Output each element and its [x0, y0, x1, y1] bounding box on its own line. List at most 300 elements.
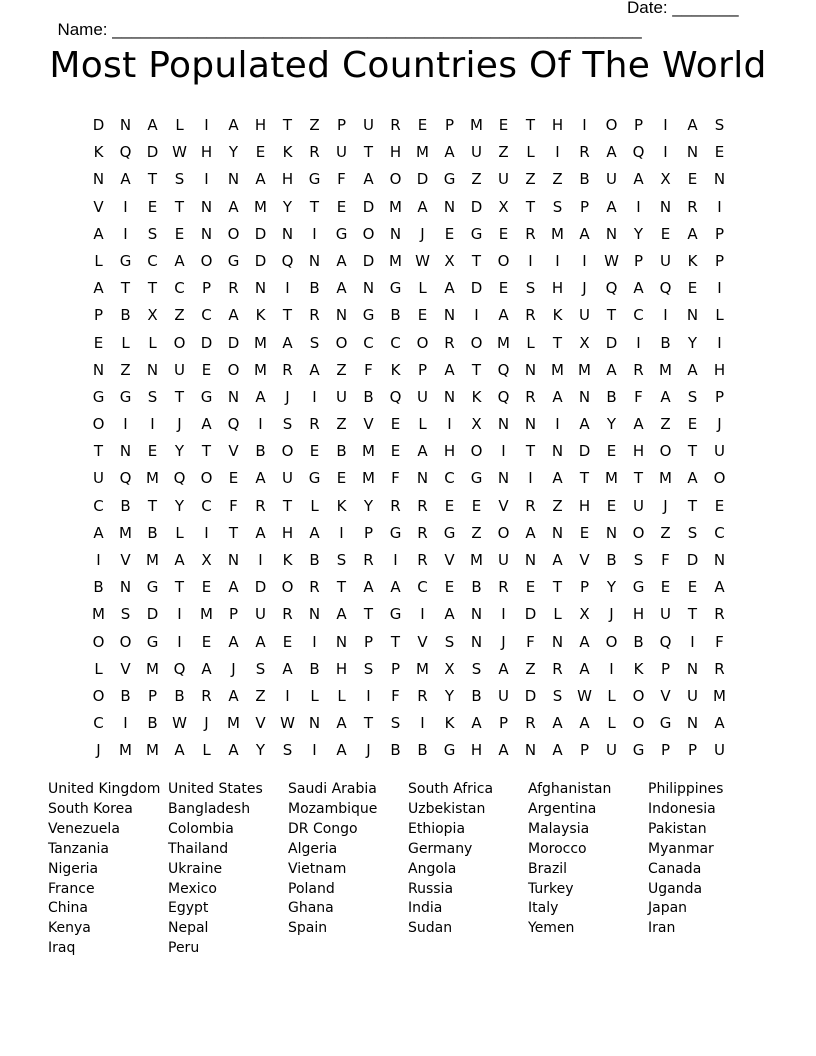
grid-letter[interactable]: A [174, 251, 185, 270]
grid-letter[interactable]: S [714, 116, 725, 134]
grid-letter[interactable]: G [92, 387, 105, 406]
grid-letter[interactable]: B [309, 279, 320, 298]
grid-letter[interactable]: X [498, 197, 509, 216]
grid-letter[interactable]: U [255, 605, 266, 624]
grid-letter[interactable]: A [498, 659, 509, 678]
grid-letter[interactable]: Q [119, 469, 132, 488]
grid-letter[interactable]: G [632, 741, 645, 760]
grid-letter[interactable]: A [579, 632, 590, 651]
grid-letter[interactable]: I [204, 116, 209, 134]
grid-letter[interactable]: A [552, 714, 563, 733]
grid-letter[interactable]: O [92, 632, 105, 651]
grid-letter[interactable]: I [177, 605, 182, 624]
grid-letter[interactable]: D [578, 442, 591, 461]
grid-letter[interactable]: U [417, 387, 428, 406]
grid-letter[interactable]: S [687, 523, 698, 542]
grid-letter[interactable]: A [714, 578, 725, 597]
grid-letter[interactable]: N [119, 578, 132, 597]
grid-letter[interactable]: R [417, 551, 428, 569]
grid-letter[interactable]: T [363, 714, 374, 733]
grid-letter[interactable]: J [501, 632, 506, 651]
grid-letter[interactable]: R [309, 578, 320, 597]
grid-letter[interactable]: M [92, 605, 105, 624]
grid-letter[interactable]: I [447, 415, 452, 434]
grid-letter[interactable]: R [363, 551, 374, 569]
grid-letter[interactable]: T [282, 496, 293, 515]
grid-letter[interactable]: S [147, 387, 158, 406]
grid-letter[interactable]: S [309, 333, 320, 352]
grid-letter[interactable]: B [120, 686, 131, 705]
grid-letter[interactable]: Q [227, 415, 240, 434]
grid-letter[interactable]: M [362, 442, 375, 461]
grid-letter[interactable]: B [606, 387, 617, 406]
grid-letter[interactable]: A [687, 360, 698, 379]
grid-letter[interactable]: P [660, 659, 671, 678]
grid-letter[interactable]: P [579, 741, 590, 760]
grid-letter[interactable]: R [255, 496, 266, 515]
grid-letter[interactable]: L [175, 523, 184, 542]
grid-letter[interactable]: N [551, 632, 564, 651]
grid-letter[interactable]: D [362, 251, 375, 270]
grid-letter[interactable]: T [309, 197, 320, 216]
grid-letter[interactable]: R [282, 605, 293, 624]
grid-letter[interactable]: A [282, 333, 293, 352]
grid-letter[interactable]: R [525, 714, 536, 733]
grid-letter[interactable]: O [497, 251, 510, 270]
grid-letter[interactable]: D [605, 333, 618, 352]
grid-letter[interactable]: I [555, 143, 560, 162]
grid-letter[interactable]: I [285, 686, 290, 705]
grid-letter[interactable]: M [389, 251, 402, 270]
name-field[interactable]: Name: ________________________________________________________ [57, 20, 642, 39]
grid-letter[interactable]: B [120, 496, 131, 515]
grid-letter[interactable]: E [444, 578, 455, 597]
grid-letter[interactable]: K [336, 496, 347, 515]
grid-letter[interactable]: N [389, 224, 402, 243]
grid-letter[interactable]: U [282, 469, 293, 488]
grid-letter[interactable]: G [200, 387, 213, 406]
grid-letter[interactable]: A [336, 714, 347, 733]
grid-letter[interactable]: I [501, 605, 506, 624]
grid-letter[interactable]: A [633, 279, 644, 298]
grid-letter[interactable]: N [524, 741, 537, 760]
grid-letter[interactable]: I [582, 116, 587, 134]
grid-letter[interactable]: A [174, 551, 185, 569]
grid-letter[interactable]: A [255, 170, 266, 189]
grid-letter[interactable]: F [715, 632, 724, 651]
grid-letter[interactable]: E [498, 224, 509, 243]
grid-letter[interactable]: A [120, 170, 131, 189]
grid-letter[interactable]: G [146, 632, 159, 651]
grid-letter[interactable]: Y [174, 496, 185, 515]
grid-letter[interactable]: U [633, 496, 644, 515]
grid-letter[interactable]: R [714, 605, 725, 624]
grid-letter[interactable]: J [231, 659, 236, 678]
grid-letter[interactable]: D [686, 551, 699, 569]
grid-letter[interactable]: I [204, 170, 209, 189]
grid-letter[interactable]: E [417, 116, 428, 134]
grid-letter[interactable]: A [444, 279, 455, 298]
grid-letter[interactable]: G [389, 523, 402, 542]
grid-letter[interactable]: L [310, 686, 319, 705]
grid-letter[interactable]: P [498, 714, 509, 733]
grid-letter[interactable]: D [254, 224, 267, 243]
grid-letter[interactable]: V [660, 686, 671, 705]
grid-letter[interactable]: S [552, 686, 563, 705]
grid-letter[interactable]: Q [173, 469, 186, 488]
grid-letter[interactable]: Z [660, 523, 671, 542]
grid-letter[interactable]: U [363, 116, 374, 134]
grid-letter[interactable]: R [417, 523, 428, 542]
grid-letter[interactable]: Y [363, 496, 374, 515]
grid-letter[interactable]: I [555, 251, 560, 270]
grid-letter[interactable]: A [417, 197, 428, 216]
grid-letter[interactable]: T [201, 442, 212, 461]
grid-letter[interactable]: E [660, 224, 671, 243]
grid-letter[interactable]: N [200, 224, 213, 243]
grid-letter[interactable]: R [201, 686, 212, 705]
grid-letter[interactable]: A [228, 686, 239, 705]
grid-letter[interactable]: X [147, 306, 158, 325]
grid-letter[interactable]: P [579, 197, 590, 216]
grid-letter[interactable]: C [363, 333, 374, 352]
grid-letter[interactable]: O [335, 333, 348, 352]
grid-letter[interactable]: T [174, 197, 185, 216]
grid-letter[interactable]: J [420, 224, 425, 243]
grid-letter[interactable]: A [525, 523, 536, 542]
grid-letter[interactable]: E [336, 469, 347, 488]
grid-letter[interactable]: F [526, 632, 535, 651]
grid-letter[interactable]: S [282, 741, 293, 760]
grid-letter[interactable]: L [121, 333, 130, 352]
grid-letter[interactable]: E [498, 116, 509, 134]
grid-letter[interactable]: T [282, 306, 293, 325]
grid-letter[interactable]: A [498, 306, 509, 325]
date-field[interactable]: Date: _______ [627, 0, 739, 17]
grid-letter[interactable]: J [177, 415, 182, 434]
grid-letter[interactable]: N [497, 415, 510, 434]
grid-letter[interactable]: P [228, 605, 239, 624]
grid-letter[interactable]: C [444, 469, 455, 488]
grid-letter[interactable]: T [120, 279, 131, 298]
grid-letter[interactable]: G [119, 387, 132, 406]
grid-letter[interactable]: R [309, 306, 320, 325]
grid-letter[interactable]: N [524, 360, 537, 379]
grid-letter[interactable]: R [498, 578, 509, 597]
grid-letter[interactable]: K [282, 143, 293, 162]
grid-letter[interactable]: A [687, 116, 698, 134]
grid-letter[interactable]: E [147, 442, 158, 461]
grid-letter[interactable]: K [552, 306, 563, 325]
grid-letter[interactable]: T [687, 442, 698, 461]
grid-letter[interactable]: I [312, 741, 317, 760]
grid-letter[interactable]: I [123, 415, 128, 434]
grid-letter[interactable]: N [686, 143, 699, 162]
grid-letter[interactable]: Q [497, 360, 510, 379]
grid-letter[interactable]: N [443, 197, 456, 216]
grid-letter[interactable]: F [337, 170, 346, 189]
grid-letter[interactable]: B [363, 387, 374, 406]
grid-letter[interactable]: A [228, 116, 239, 134]
grid-letter[interactable]: C [201, 306, 212, 325]
grid-letter[interactable]: Q [389, 387, 402, 406]
grid-letter[interactable]: M [119, 523, 132, 542]
grid-letter[interactable]: Y [606, 578, 617, 597]
grid-letter[interactable]: E [390, 415, 401, 434]
grid-letter[interactable]: Y [633, 224, 644, 243]
grid-letter[interactable]: A [579, 224, 590, 243]
grid-letter[interactable]: W [172, 714, 187, 733]
grid-letter[interactable]: X [579, 605, 590, 624]
grid-letter[interactable]: M [227, 714, 240, 733]
grid-letter[interactable]: L [607, 714, 616, 733]
grid-letter[interactable]: N [605, 523, 618, 542]
grid-letter[interactable]: R [444, 333, 455, 352]
grid-letter[interactable]: G [632, 578, 645, 597]
grid-letter[interactable]: P [714, 387, 725, 406]
grid-letter[interactable]: T [174, 578, 185, 597]
grid-letter[interactable]: O [227, 224, 240, 243]
grid-letter[interactable]: N [686, 714, 699, 733]
grid-letter[interactable]: E [228, 469, 239, 488]
grid-letter[interactable]: E [444, 496, 455, 515]
grid-letter[interactable]: L [526, 333, 535, 352]
grid-letter[interactable]: K [444, 714, 455, 733]
grid-letter[interactable]: S [525, 279, 536, 298]
grid-letter[interactable]: C [93, 496, 104, 515]
grid-letter[interactable]: A [687, 469, 698, 488]
grid-letter[interactable]: I [339, 523, 344, 542]
grid-letter[interactable]: E [714, 143, 725, 162]
grid-letter[interactable]: T [525, 442, 536, 461]
grid-letter[interactable]: T [552, 578, 563, 597]
grid-letter[interactable]: O [92, 415, 105, 434]
grid-letter[interactable]: S [255, 659, 266, 678]
grid-letter[interactable]: R [687, 197, 698, 216]
grid-letter[interactable]: Y [444, 686, 455, 705]
grid-letter[interactable]: X [579, 333, 590, 352]
grid-letter[interactable]: C [390, 333, 401, 352]
grid-letter[interactable]: Z [498, 143, 509, 162]
grid-letter[interactable]: U [336, 387, 347, 406]
grid-letter[interactable]: O [389, 170, 402, 189]
grid-letter[interactable]: A [471, 714, 482, 733]
grid-letter[interactable]: M [146, 551, 159, 569]
grid-letter[interactable]: Q [632, 143, 645, 162]
grid-letter[interactable]: M [362, 469, 375, 488]
grid-letter[interactable]: I [285, 279, 290, 298]
grid-letter[interactable]: O [470, 442, 483, 461]
grid-letter[interactable]: O [605, 116, 618, 134]
grid-letter[interactable]: T [147, 170, 158, 189]
grid-letter[interactable]: B [174, 686, 185, 705]
grid-letter[interactable]: E [282, 632, 293, 651]
grid-letter[interactable]: K [687, 251, 698, 270]
grid-letter[interactable]: D [92, 116, 105, 134]
grid-letter[interactable]: M [389, 197, 402, 216]
grid-letter[interactable]: B [660, 333, 671, 352]
grid-letter[interactable]: T [525, 197, 536, 216]
grid-letter[interactable]: M [470, 551, 483, 569]
grid-letter[interactable]: I [636, 197, 641, 216]
grid-letter[interactable]: B [309, 659, 320, 678]
grid-letter[interactable]: Z [525, 170, 536, 189]
grid-letter[interactable]: R [309, 415, 320, 434]
grid-letter[interactable]: N [308, 714, 321, 733]
grid-letter[interactable]: J [285, 387, 290, 406]
grid-letter[interactable]: T [579, 469, 590, 488]
grid-letter[interactable]: N [524, 551, 537, 569]
grid-letter[interactable]: R [552, 659, 563, 678]
grid-letter[interactable]: E [606, 442, 617, 461]
grid-letter[interactable]: O [659, 442, 672, 461]
grid-letter[interactable]: K [255, 306, 266, 325]
grid-letter[interactable]: H [254, 116, 267, 134]
grid-letter[interactable]: U [498, 551, 509, 569]
grid-letter[interactable]: T [93, 442, 104, 461]
grid-letter[interactable]: G [227, 251, 240, 270]
grid-letter[interactable]: X [471, 415, 482, 434]
grid-letter[interactable]: R [390, 496, 401, 515]
grid-letter[interactable]: R [525, 306, 536, 325]
grid-letter[interactable]: G [443, 741, 456, 760]
grid-letter[interactable]: D [416, 170, 429, 189]
grid-letter[interactable]: V [93, 197, 104, 216]
grid-letter[interactable]: M [497, 333, 510, 352]
grid-letter[interactable]: X [201, 551, 212, 569]
grid-letter[interactable]: K [390, 360, 401, 379]
grid-letter[interactable]: N [254, 279, 267, 298]
grid-letter[interactable]: Z [660, 415, 671, 434]
grid-letter[interactable]: B [309, 551, 320, 569]
grid-letter[interactable]: N [308, 605, 321, 624]
grid-letter[interactable]: T [147, 496, 158, 515]
grid-letter[interactable]: M [254, 197, 267, 216]
grid-letter[interactable]: S [120, 605, 131, 624]
grid-letter[interactable]: Q [497, 387, 510, 406]
grid-letter[interactable]: E [444, 224, 455, 243]
grid-letter[interactable]: A [336, 279, 347, 298]
grid-letter[interactable]: A [552, 469, 563, 488]
grid-letter[interactable]: F [661, 551, 670, 569]
grid-letter[interactable]: E [255, 143, 266, 162]
grid-letter[interactable]: M [713, 686, 726, 705]
grid-letter[interactable]: U [714, 741, 725, 760]
grid-letter[interactable]: I [636, 333, 641, 352]
grid-letter[interactable]: P [390, 659, 401, 678]
grid-letter[interactable]: M [254, 333, 267, 352]
grid-letter[interactable]: O [200, 251, 213, 270]
grid-letter[interactable]: Z [309, 116, 320, 134]
grid-letter[interactable]: Z [255, 686, 266, 705]
grid-letter[interactable]: B [633, 632, 644, 651]
grid-letter[interactable]: L [337, 686, 346, 705]
grid-letter[interactable]: P [660, 741, 671, 760]
grid-letter[interactable]: U [660, 605, 671, 624]
grid-letter[interactable]: I [312, 632, 317, 651]
grid-letter[interactable]: L [148, 333, 157, 352]
grid-letter[interactable]: I [528, 251, 533, 270]
grid-letter[interactable]: E [390, 442, 401, 461]
grid-letter[interactable]: N [119, 116, 132, 134]
grid-letter[interactable]: V [498, 496, 509, 515]
grid-letter[interactable]: S [363, 659, 374, 678]
grid-letter[interactable]: M [254, 360, 267, 379]
grid-letter[interactable]: A [201, 659, 212, 678]
grid-letter[interactable]: F [634, 387, 643, 406]
grid-letter[interactable]: V [444, 551, 455, 569]
grid-letter[interactable]: A [255, 523, 266, 542]
grid-letter[interactable]: I [96, 551, 101, 569]
grid-letter[interactable]: N [443, 387, 456, 406]
grid-letter[interactable]: U [606, 170, 617, 189]
grid-letter[interactable]: U [714, 442, 725, 461]
grid-letter[interactable]: P [336, 116, 347, 134]
grid-letter[interactable]: X [660, 170, 671, 189]
grid-letter[interactable]: A [363, 170, 374, 189]
grid-letter[interactable]: N [227, 170, 240, 189]
grid-letter[interactable]: D [524, 686, 537, 705]
grid-letter[interactable]: A [336, 605, 347, 624]
grid-letter[interactable]: Q [173, 659, 186, 678]
grid-letter[interactable]: A [444, 605, 455, 624]
grid-letter[interactable]: E [201, 632, 212, 651]
grid-letter[interactable]: F [364, 360, 373, 379]
grid-letter[interactable]: A [309, 360, 320, 379]
grid-letter[interactable]: U [471, 143, 482, 162]
grid-letter[interactable]: R [309, 143, 320, 162]
grid-letter[interactable]: P [363, 523, 374, 542]
grid-letter[interactable]: Q [281, 251, 294, 270]
grid-letter[interactable]: Y [687, 333, 698, 352]
grid-letter[interactable]: N [497, 469, 510, 488]
grid-letter[interactable]: E [471, 496, 482, 515]
grid-letter[interactable]: A [417, 442, 428, 461]
grid-letter[interactable]: D [254, 578, 267, 597]
grid-letter[interactable]: N [605, 224, 618, 243]
grid-letter[interactable]: R [714, 659, 725, 678]
grid-letter[interactable]: P [633, 116, 644, 134]
grid-letter[interactable]: G [308, 469, 321, 488]
grid-letter[interactable]: A [93, 224, 104, 243]
grid-letter[interactable]: B [120, 306, 131, 325]
grid-letter[interactable]: Y [174, 442, 185, 461]
grid-letter[interactable]: K [633, 659, 644, 678]
grid-letter[interactable]: L [175, 116, 184, 134]
grid-letter[interactable]: A [579, 659, 590, 678]
grid-letter[interactable]: C [174, 279, 185, 298]
grid-letter[interactable]: Y [228, 143, 239, 162]
grid-letter[interactable]: Q [119, 143, 132, 162]
grid-letter[interactable]: D [227, 333, 240, 352]
grid-letter[interactable]: N [686, 659, 699, 678]
grid-letter[interactable]: N [200, 197, 213, 216]
grid-letter[interactable]: A [228, 578, 239, 597]
grid-letter[interactable]: V [228, 442, 239, 461]
grid-letter[interactable]: A [714, 714, 725, 733]
grid-letter[interactable]: M [119, 741, 132, 760]
grid-letter[interactable]: I [663, 116, 668, 134]
grid-letter[interactable]: K [471, 387, 482, 406]
grid-letter[interactable]: E [687, 578, 698, 597]
grid-letter[interactable]: I [123, 714, 128, 733]
grid-letter[interactable]: U [660, 251, 671, 270]
grid-letter[interactable]: B [417, 741, 428, 760]
grid-letter[interactable]: L [310, 496, 319, 515]
grid-letter[interactable]: E [687, 170, 698, 189]
grid-letter[interactable]: N [227, 387, 240, 406]
grid-letter[interactable]: A [93, 279, 104, 298]
